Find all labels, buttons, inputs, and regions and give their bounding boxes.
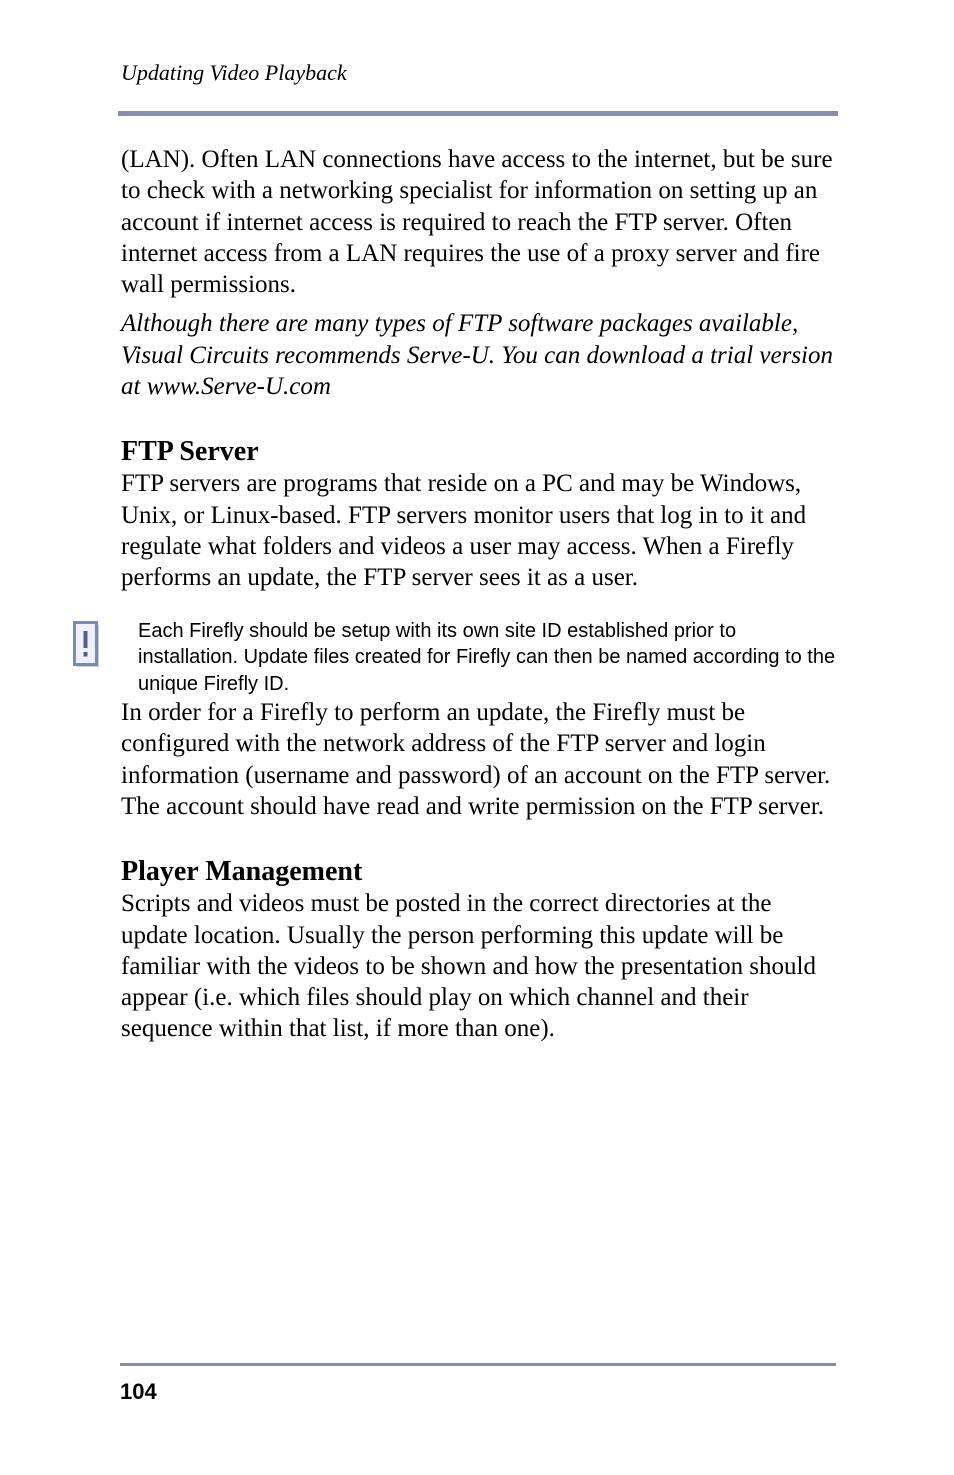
ftp-server-paragraph: FTP servers are programs that reside on a PC and may be Windows, Unix, or Linux-based. FTP servers monitor users that log in to it and regulate what folders and videos a user may access. When a Firefly performs an update, the FTP server sees it as a user. — [121, 470, 807, 592]
ftp-configuration-paragraph: In order for a Firefly to perform an update, the Firefly must be configured with the network address of the FTP server and login information (username and password) of an account on the FTP server. The account should have read and write permission on the FTP server. — [121, 699, 831, 820]
page-number: 104 — [120, 1379, 157, 1404]
note-callout — [121, 618, 841, 698]
ftp-server-heading: FTP Server — [121, 436, 259, 468]
header-rule — [118, 111, 838, 116]
footer-rule — [120, 1363, 836, 1366]
player-management-paragraph: Scripts and videos must be posted in the correct directories at the update location. Usually the person performing this update will be familiar with the videos to be shown and how the presentation should appear (i.e. which files should play on which channel and their sequence within that list, if more than one). — [121, 890, 817, 1043]
running-header: Updating Video Playback — [121, 60, 347, 85]
exclamation-note-icon — [73, 621, 101, 669]
player-management-heading: Player Management — [121, 856, 363, 888]
note-text: Each Firefly should be setup with its own site ID established prior to installation. Update files created for Firefly can then be named according to the unique Firefly ID. — [138, 619, 836, 695]
serve-u-recommendation: Although there are many types of FTP software packages available, Visual Circuits recommends Serve-U. You can download a trial version at www.Serve-U.com — [121, 310, 833, 401]
intro-paragraph: (LAN). Often LAN connections have access to the internet, but be sure to check with a networking specialist for information on setting up an account if internet access is required to reach the FTP server. Often internet access from a LAN requires the use of a proxy server and fire wall permissions. — [121, 146, 833, 299]
page-content — [121, 144, 841, 1045]
